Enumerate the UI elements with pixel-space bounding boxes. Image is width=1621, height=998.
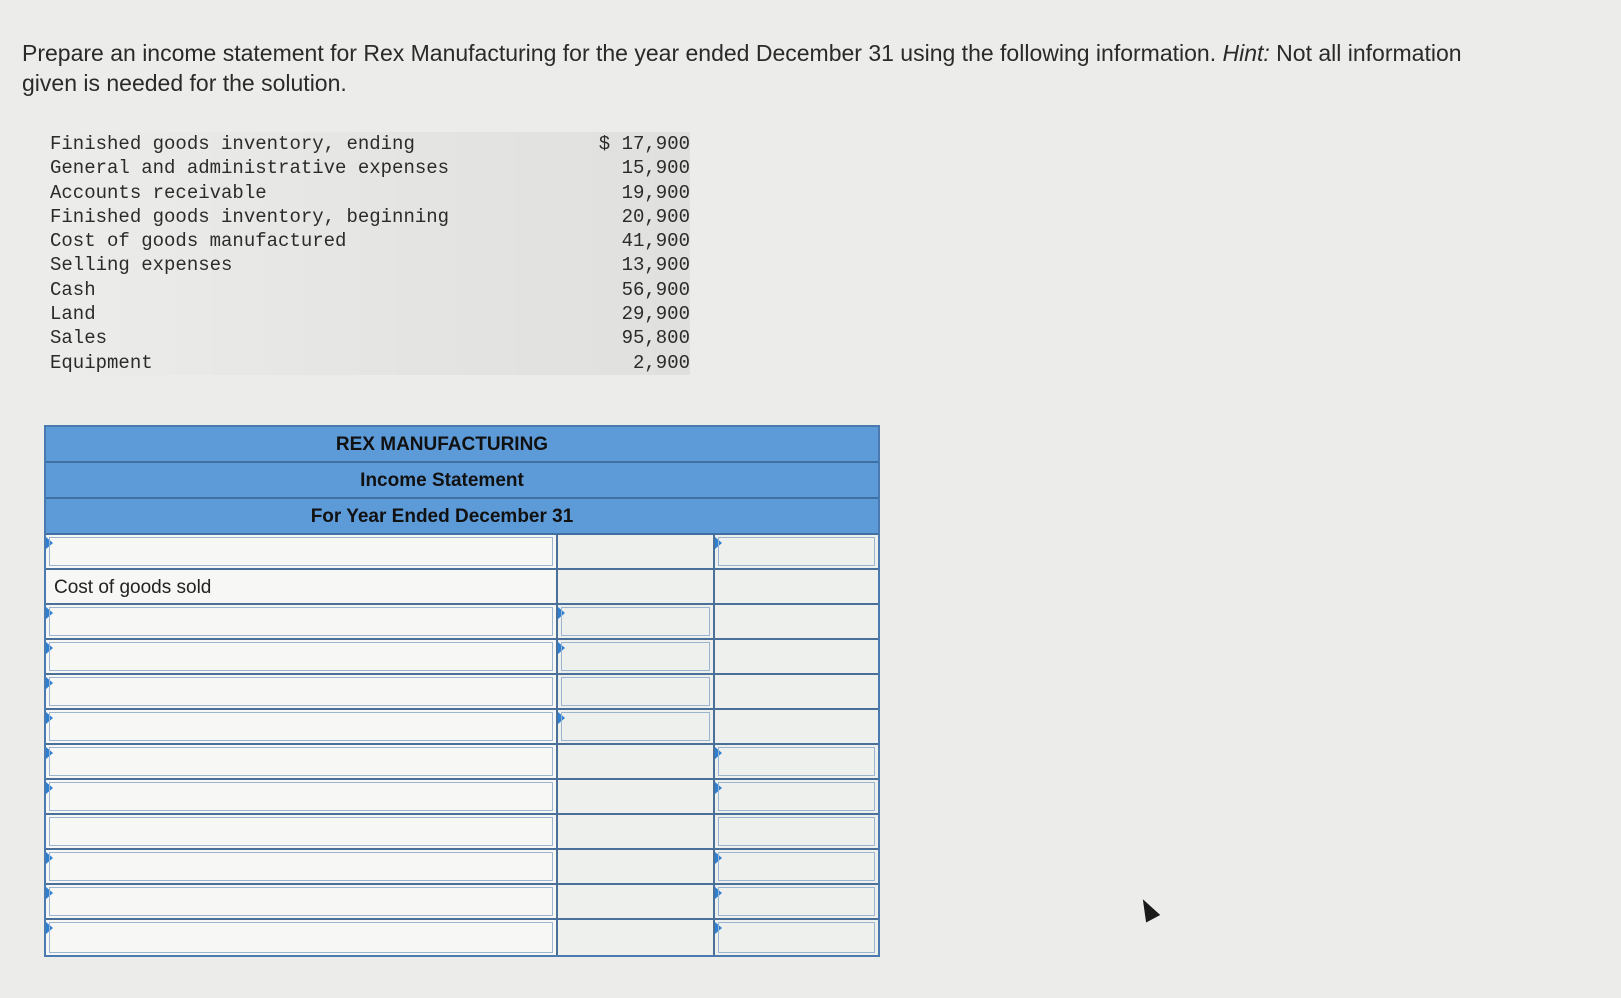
given-value: 2,900 [632, 351, 690, 374]
given-value: 19,900 [621, 181, 690, 204]
table-row [46, 850, 878, 885]
total-cell [715, 675, 878, 708]
amount-cell [558, 535, 715, 568]
account-input[interactable] [49, 747, 553, 776]
account-dropdown[interactable] [46, 535, 558, 568]
amount-input[interactable] [561, 607, 710, 636]
total-cell [715, 605, 878, 638]
table-row [46, 605, 878, 640]
given-value: 95,800 [621, 327, 690, 350]
given-label: Accounts receivable [50, 181, 267, 204]
given-row [50, 181, 690, 205]
given-information-list [50, 132, 690, 375]
account-input[interactable] [49, 537, 553, 566]
statement-title-header: Income Statement [46, 463, 878, 499]
account-dropdown[interactable] [46, 850, 558, 883]
total-cell[interactable] [715, 815, 878, 848]
given-value: 15,900 [621, 157, 690, 180]
given-value: 41,900 [621, 230, 690, 253]
account-input[interactable] [49, 607, 553, 636]
given-row [50, 302, 690, 326]
given-label: Selling expenses [50, 254, 233, 277]
mouse-cursor-icon [1136, 896, 1160, 923]
given-label: Cost of goods manufactured [50, 230, 347, 253]
account-dropdown[interactable] [46, 885, 558, 918]
given-row [50, 156, 690, 180]
total-cell[interactable] [715, 850, 878, 883]
given-value: 13,900 [621, 254, 690, 277]
amount-cell[interactable] [558, 640, 715, 673]
total-cell [715, 570, 878, 603]
table-row [46, 745, 878, 780]
amount-cell [558, 885, 715, 918]
table-row [46, 535, 878, 570]
hint-text: Not all information given is needed for the solution. [22, 40, 1462, 96]
total-input[interactable] [718, 782, 875, 811]
total-input[interactable] [718, 817, 875, 846]
account-dropdown[interactable] [46, 815, 558, 848]
prompt-text: Prepare an income statement for Rex Manufacturing for the year ended December 31 using the following information. [22, 40, 1217, 66]
company-name-header: REX MANUFACTURING [46, 427, 878, 463]
table-row [46, 570, 878, 605]
total-cell[interactable] [715, 535, 878, 568]
total-cell[interactable] [715, 920, 878, 955]
given-row [50, 253, 690, 277]
account-dropdown[interactable] [46, 675, 558, 708]
total-cell [715, 640, 878, 673]
given-row [50, 278, 690, 302]
cogs-label-cell [46, 570, 558, 603]
table-row [46, 710, 878, 745]
given-label: Sales [50, 327, 108, 350]
given-label: Equipment [50, 351, 153, 374]
given-value: 56,900 [621, 278, 690, 301]
total-cell[interactable] [715, 745, 878, 778]
amount-cell [558, 570, 715, 603]
table-row [46, 780, 878, 815]
account-dropdown[interactable] [46, 920, 558, 955]
given-label: General and administrative expenses [50, 157, 450, 180]
table-row [46, 815, 878, 850]
total-input[interactable] [718, 537, 875, 566]
account-input[interactable] [49, 922, 553, 953]
amount-input[interactable] [561, 677, 710, 706]
amount-input[interactable] [561, 712, 710, 741]
account-dropdown[interactable] [46, 605, 558, 638]
amount-cell[interactable] [558, 675, 715, 708]
hint-label: Hint: [1222, 40, 1270, 66]
given-label: Finished goods inventory, ending [50, 133, 415, 155]
table-row [46, 920, 878, 955]
account-input[interactable] [49, 817, 553, 846]
account-dropdown[interactable] [46, 745, 558, 778]
given-label: Land [50, 303, 96, 326]
total-input[interactable] [718, 887, 875, 916]
question-prompt [22, 38, 1502, 98]
amount-cell[interactable] [558, 710, 715, 743]
amount-cell [558, 780, 715, 813]
account-input[interactable] [49, 887, 553, 916]
total-input[interactable] [718, 747, 875, 776]
total-input[interactable] [718, 922, 875, 953]
total-cell [715, 710, 878, 743]
table-row [46, 640, 878, 675]
given-row [50, 229, 690, 253]
table-row [46, 885, 878, 920]
table-row [46, 675, 878, 710]
account-dropdown[interactable] [46, 640, 558, 673]
account-input[interactable] [49, 852, 553, 881]
amount-cell [558, 745, 715, 778]
amount-cell [558, 920, 715, 955]
statement-period-header: For Year Ended December 31 [46, 499, 878, 535]
account-input[interactable] [49, 677, 553, 706]
account-dropdown[interactable] [46, 780, 558, 813]
given-value: $ 17,900 [598, 133, 690, 155]
given-label: Finished goods inventory, beginning [50, 205, 450, 228]
account-input[interactable] [49, 712, 553, 741]
given-row [50, 132, 690, 156]
amount-input[interactable] [561, 642, 710, 671]
amount-cell [558, 815, 715, 848]
given-row [50, 205, 690, 229]
total-cell[interactable] [715, 885, 878, 918]
account-input[interactable] [49, 782, 553, 811]
cogs-label: Cost of goods sold [54, 577, 212, 598]
amount-cell[interactable] [558, 605, 715, 638]
income-statement-table [44, 425, 880, 957]
total-input[interactable] [718, 852, 875, 881]
given-row [50, 351, 690, 375]
given-row [50, 326, 690, 350]
amount-cell [558, 850, 715, 883]
total-cell[interactable] [715, 780, 878, 813]
account-dropdown[interactable] [46, 710, 558, 743]
given-label: Cash [50, 278, 96, 301]
given-value: 29,900 [621, 303, 690, 326]
account-input[interactable] [49, 642, 553, 671]
given-value: 20,900 [621, 205, 690, 228]
